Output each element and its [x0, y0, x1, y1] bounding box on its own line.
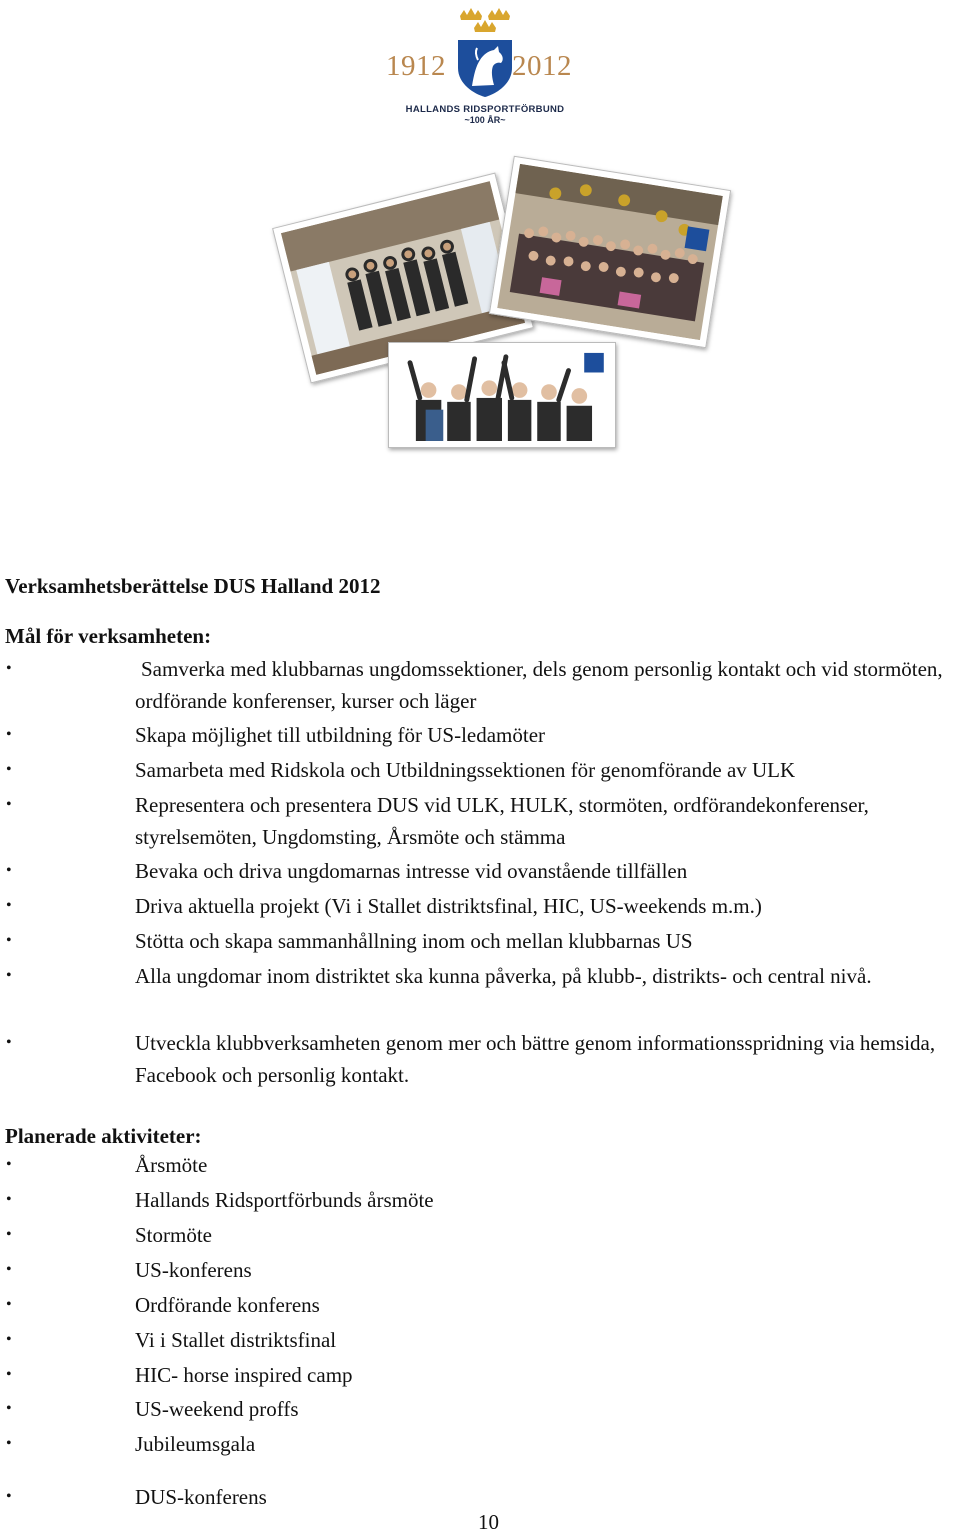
group-photo-icon — [497, 164, 723, 340]
list-item-text: Alla ungdomar inom distriktet ska kunna påverka, på klubb-, distrikts- och central nivå. — [135, 964, 872, 988]
list-item-text: Stötta och skapa sammanhållning inom och mellan klubbarnas US — [135, 929, 693, 953]
list-item-text: US-weekend proffs — [135, 1397, 299, 1421]
bullet-icon: • — [6, 1488, 12, 1505]
list-item-text: Samarbeta med Ridskola och Utbildningssektionen för genomförande av ULK — [135, 758, 796, 782]
crowns-icon — [458, 6, 512, 32]
activities-heading: Planerade aktiviteter: — [5, 1124, 202, 1148]
bullet-icon: • — [6, 1296, 12, 1313]
jubilee-logo — [380, 4, 590, 126]
list-item-text: Bevaka och driva ungdomarnas intresse vid ovanstående tillfällen — [135, 859, 688, 883]
anniversary-tagline: ~100 ÅR~ — [464, 115, 506, 125]
bullet-icon: • — [6, 796, 12, 813]
list-item-text: Årsmöte — [135, 1153, 208, 1177]
bullet-icon: • — [6, 761, 12, 778]
bullet-icon: • — [6, 932, 12, 949]
goals-heading: Mål för verksamheten: — [5, 624, 212, 648]
bullet-icon: • — [6, 1156, 12, 1173]
list-item-text: Skapa möjlighet till utbildning för US-ledamöter — [135, 723, 546, 747]
list-item-text: US-konferens — [135, 1258, 252, 1282]
organization-name: HALLANDS RIDSPORTFÖRBUND — [405, 104, 565, 115]
list-item-text: Samverka med klubbarnas ungdomssektioner, dels genom personlig kontakt och vid stormöten, ordförande konferenser, kurser och läger — [135, 657, 943, 713]
bullet-icon: • — [6, 1034, 12, 1051]
bullet-icon: • — [6, 1366, 12, 1383]
page-number: 10 — [478, 1510, 499, 1534]
list-item-text: HIC- horse inspired camp — [135, 1363, 353, 1387]
list-item-text: Representera och presentera DUS vid ULK, HULK, stormöten, ordförandekonferenser, styrelsemöten, Ungdomsting, Årsmöte och stämma — [135, 793, 869, 849]
bullet-icon: • — [6, 1226, 12, 1243]
group-photo-cheering — [388, 342, 616, 448]
list-item-text: Hallands Ridsportförbunds årsmöte — [135, 1188, 434, 1212]
list-item-text: Driva aktuella projekt (Vi i Stallet distriktsfinal, HIC, US-weekends m.m.) — [135, 894, 762, 918]
bullet-icon: • — [6, 1331, 12, 1348]
horse-shield-icon — [456, 38, 514, 98]
bullet-icon: • — [6, 1261, 12, 1278]
document-title: Verksamhetsberättelse DUS Halland 2012 — [5, 574, 381, 598]
list-item-text: Stormöte — [135, 1223, 212, 1247]
bullet-icon: • — [6, 1400, 12, 1417]
year-end: 2012 — [512, 50, 572, 82]
list-item-text: Vi i Stallet distriktsfinal — [135, 1328, 337, 1352]
list-item-text: DUS-konferens — [135, 1485, 267, 1509]
bullet-icon: • — [6, 1191, 12, 1208]
list-item-text: Utveckla klubbverksamheten genom mer och bättre genom informationsspridning via hemsida, Facebook och personlig kontakt. — [135, 1031, 936, 1087]
bullet-icon: • — [6, 660, 12, 677]
bullet-icon: • — [6, 967, 12, 984]
bullet-icon: • — [6, 726, 12, 743]
bullet-icon: • — [6, 862, 12, 879]
year-start: 1912 — [386, 50, 446, 82]
bullet-icon: • — [6, 1435, 12, 1452]
list-item-text: Jubileumsgala — [135, 1432, 256, 1456]
group-photo-icon — [395, 349, 609, 441]
list-item-text: Ordförande konferens — [135, 1293, 320, 1317]
group-photo-celebration — [489, 156, 731, 348]
bullet-icon: • — [6, 897, 12, 914]
